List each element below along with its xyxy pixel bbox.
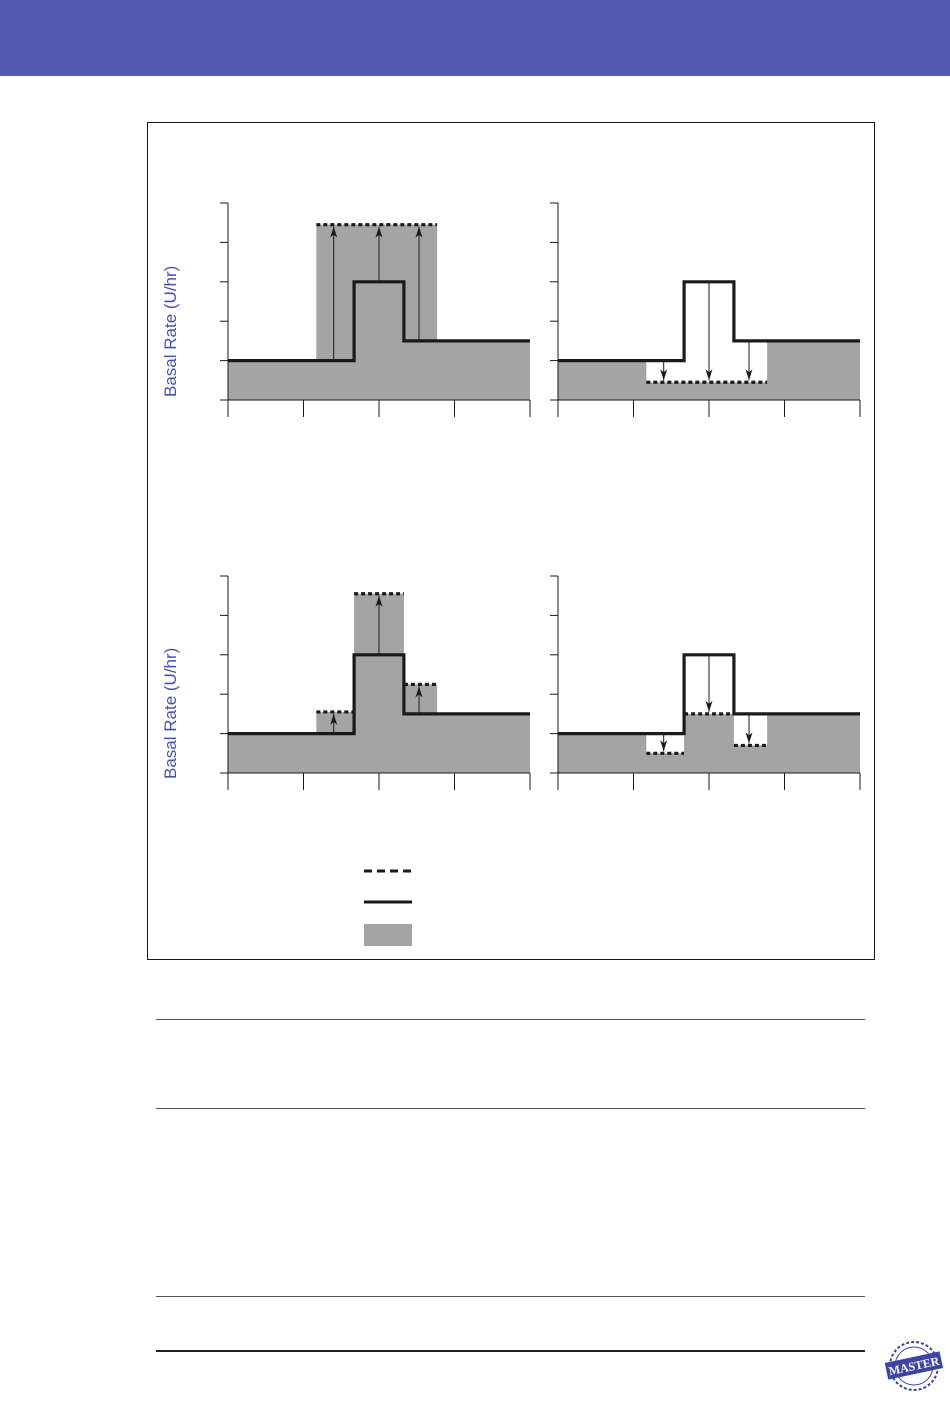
header-band [0,0,950,76]
badge-text: MASTER [887,1353,941,1379]
master-badge-logo [884,1340,944,1392]
chart-top-left [218,195,538,420]
y-axis-label-top: Basal Rate (U/hr) [161,265,180,397]
y-axis-label-bottom: Basal Rate (U/hr) [161,647,180,779]
table-rule-bottom [156,1350,865,1352]
legend-insulin-delivered-swatch [364,924,412,946]
legend [360,860,420,950]
table-rule-1 [156,1019,865,1020]
table-rule-2 [156,1108,865,1109]
chart-bottom-left [218,568,538,793]
chart-bottom-right [548,568,868,793]
insulin-delivered-area [558,714,860,773]
chart-top-right [548,195,868,420]
table-rule-3 [156,1296,865,1297]
